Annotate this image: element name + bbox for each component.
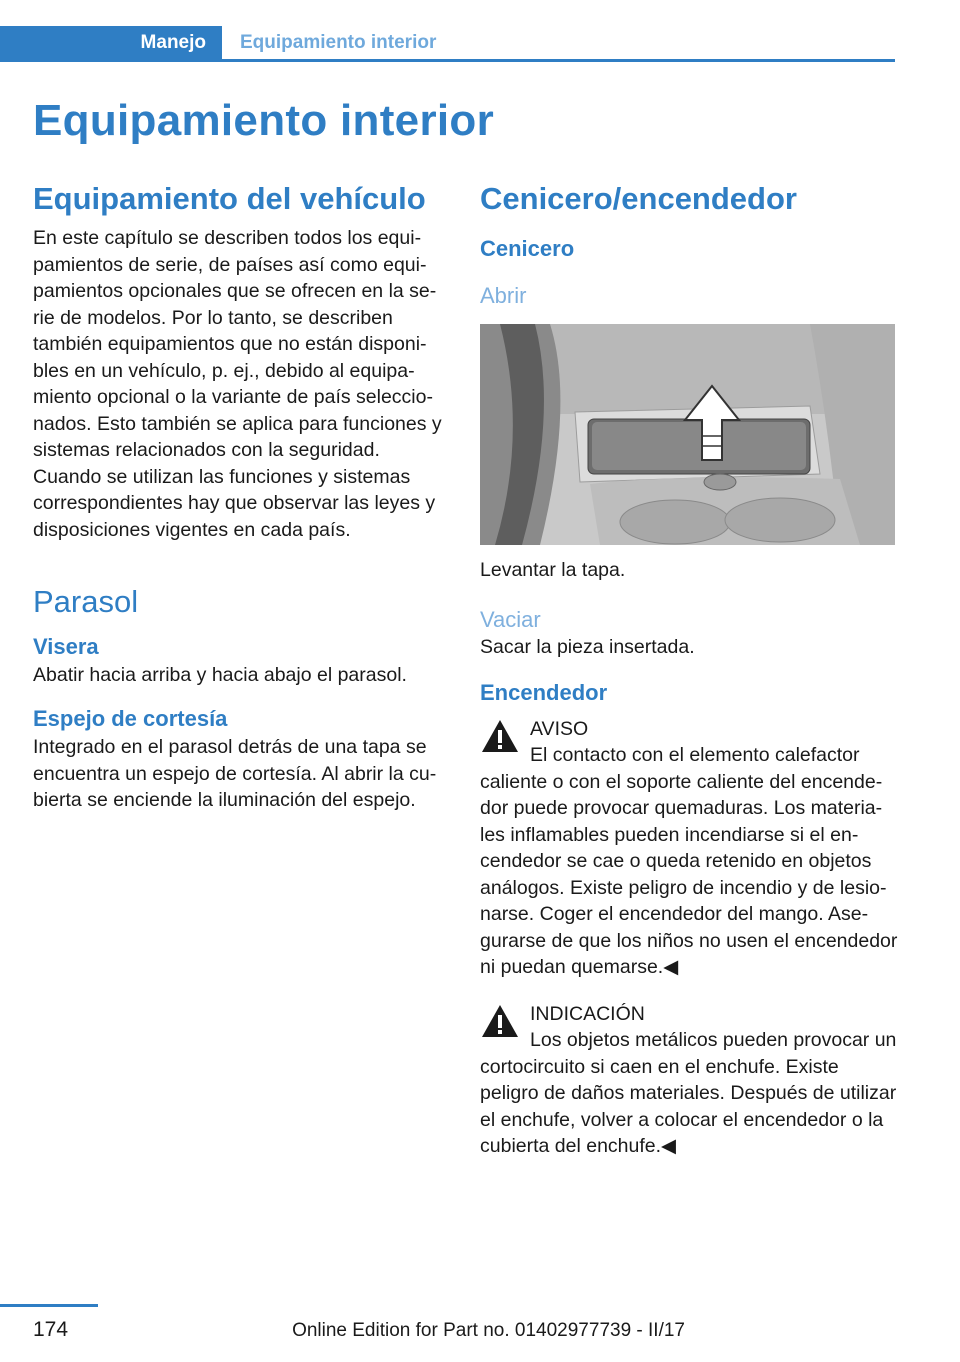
page-number: 174 — [33, 1318, 69, 1341]
caution-icon — [480, 1003, 520, 1039]
abrir-text: Levantar la tapa. — [480, 559, 626, 582]
right-column — [480, 180, 898, 1160]
tab-manejo[interactable]: Manejo — [0, 26, 222, 60]
cenicero-encendedor-heading: Cenicero/encendedor — [480, 181, 797, 216]
visera-heading: Visera — [33, 634, 99, 660]
vehicle-text: En este capítulo se describen todos los equipamientos de serie, de países así como equipamientos opcionales que se ofrecen en la serie de modelos. Por lo tanto, se describen también equipamientos que no están disponibles en un vehículo, p. ej., debido al equipamiento opcional o la variante de país seleccionados. Esto también se aplica para funciones y sistemas relacionados con la seguridad. Cuando se utilizan las funciones y sistemas correspondientes hay que observar las leyes y disposiciones vigentes en cada país. — [33, 227, 442, 541]
left-column — [33, 180, 448, 814]
aviso-block — [480, 716, 898, 981]
aviso-label: AVISO — [530, 717, 589, 740]
ashtray-photo — [480, 324, 895, 545]
vaciar-text: Sacar la pieza insertada. — [480, 636, 695, 659]
header — [0, 26, 895, 62]
tab-equipamiento-interior[interactable]: Equipamiento interior — [240, 32, 437, 53]
espejo-heading: Espejo de cortesía — [33, 706, 228, 732]
visera-text: Abatir hacia arriba y hacia abajo el parasol. — [33, 663, 407, 686]
header-rule — [0, 59, 895, 62]
indicacion-label: INDICACIÓN — [530, 1002, 645, 1025]
warning-icon — [480, 718, 520, 754]
encendedor-heading: Encendedor — [480, 679, 608, 705]
edition-note: Online Edition for Part no. 01402977739 - II/17 — [292, 1320, 685, 1341]
aviso-text: El contacto con el elemento calefactor caliente o con el soporte caliente del encendedor puede provocar quemaduras. Los materiales inflamables pueden incendiarse si el encendedor se cae o queda retenido en objetos análogos. Existe peligro de incendio y de lesionarse. Coger el encendedor del mango. Asegurarse de que los niños no usen el encendedor ni puedan quemarse.◀ — [480, 744, 898, 979]
abrir-heading: Abrir — [480, 282, 527, 308]
page-title: Equipamiento interior — [33, 96, 494, 145]
indicacion-block — [480, 1001, 898, 1160]
cenicero-heading: Cenicero — [480, 236, 575, 262]
vehicle-heading: Equipamiento del vehículo — [33, 181, 426, 216]
espejo-text: Integrado en el parasol detrás de una tapa se encuentra un espejo de cortesía. Al abrir la cubierta se enciende la iluminación del espejo. — [33, 736, 437, 812]
indicacion-text: Los objetos metálicos pueden provocar un cortocircuito si caen en el enchufe. Existe peligro de daños materiales. Después de utilizar el enchufe, volver a colocar el encendedor o la cubierta del enchufe.◀ — [480, 1029, 897, 1158]
parasol-heading: Parasol — [33, 584, 139, 620]
footer-rule — [0, 1304, 98, 1307]
vaciar-heading: Vaciar — [480, 606, 541, 632]
